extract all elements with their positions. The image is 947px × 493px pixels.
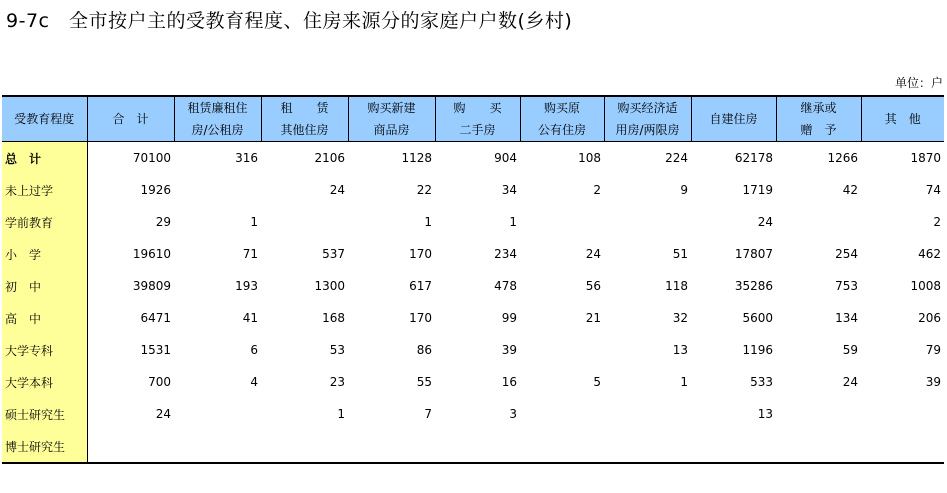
table-cell: 1 xyxy=(250,215,258,229)
table-cell: 170 xyxy=(409,311,432,325)
table-cell: 99 xyxy=(501,311,517,325)
table-cell: 1870 xyxy=(910,151,941,165)
column-header-line: 租 赁 xyxy=(280,101,329,115)
row-label: 高 中 xyxy=(2,302,87,334)
column-header-line: 商品房 xyxy=(373,123,410,137)
column-header-line: 公有住房 xyxy=(537,123,586,137)
table-row xyxy=(2,238,944,270)
column-header-line: 购买经济适 xyxy=(617,101,678,115)
table-cell xyxy=(520,206,604,238)
column-header-line: 租赁廉租住 xyxy=(187,101,248,115)
table-row xyxy=(2,206,944,238)
table-cell: 19610 xyxy=(132,247,171,261)
table-cell: 13 xyxy=(672,343,688,357)
table-cell: 22 xyxy=(416,183,432,197)
table-cell: 206 xyxy=(918,311,941,325)
table-cell: 2 xyxy=(933,215,941,229)
column-header-line: 房/公租房 xyxy=(191,123,244,137)
table-cell: 537 xyxy=(322,247,345,261)
table-cell xyxy=(776,398,861,430)
table-cell: 3 xyxy=(509,407,517,421)
column-header-line: 二手房 xyxy=(459,123,496,137)
table-row xyxy=(2,366,944,398)
table-cell: 71 xyxy=(242,247,258,261)
table-cell: 254 xyxy=(835,247,858,261)
table-cell: 168 xyxy=(322,311,345,325)
table-cell: 118 xyxy=(665,279,688,293)
table-row xyxy=(2,142,944,175)
table-cell: 108 xyxy=(578,151,601,165)
table-cell: 53 xyxy=(329,343,345,357)
column-header xyxy=(435,96,520,142)
table-cell: 700 xyxy=(148,375,171,389)
table-cell: 24 xyxy=(757,215,773,229)
row-label: 硕士研究生 xyxy=(2,398,87,430)
table-row xyxy=(2,174,944,206)
table-cell: 32 xyxy=(672,311,688,325)
table-cell: 24 xyxy=(585,247,601,261)
column-header-line: 受教育程度 xyxy=(14,112,75,126)
column-header-line: 用房/两限房 xyxy=(615,123,680,137)
table-cell: 55 xyxy=(416,375,432,389)
row-label: 总 计 xyxy=(2,142,87,175)
table-cell: 79 xyxy=(925,343,941,357)
table-cell xyxy=(776,206,861,238)
table-cell xyxy=(520,430,604,463)
table-cell: 17807 xyxy=(734,247,773,261)
table-cell: 2 xyxy=(593,183,601,197)
table-cell: 1300 xyxy=(314,279,345,293)
column-header xyxy=(174,96,261,142)
table-cell: 316 xyxy=(235,151,258,165)
column-header-line: 购 买 xyxy=(453,101,502,115)
table-cell xyxy=(174,174,261,206)
column-header xyxy=(261,96,348,142)
table-cell: 5600 xyxy=(742,311,773,325)
table-header-row xyxy=(2,96,944,142)
table-cell: 533 xyxy=(750,375,773,389)
table-cell: 86 xyxy=(416,343,432,357)
table-cell: 617 xyxy=(409,279,432,293)
table-cell: 5 xyxy=(593,375,601,389)
table-row xyxy=(2,270,944,302)
table-cell: 13 xyxy=(757,407,773,421)
table-cell xyxy=(174,398,261,430)
row-label: 初 中 xyxy=(2,270,87,302)
table-cell: 21 xyxy=(585,311,601,325)
column-header xyxy=(520,96,604,142)
table-cell: 39 xyxy=(501,343,517,357)
column-header-line: 继承或 xyxy=(800,101,837,115)
table-cell: 23 xyxy=(329,375,345,389)
table-cell xyxy=(520,398,604,430)
column-header-line: 其他住房 xyxy=(280,123,329,137)
table-cell: 24 xyxy=(842,375,858,389)
table-cell: 34 xyxy=(501,183,517,197)
table-cell: 234 xyxy=(494,247,517,261)
table-cell: 29 xyxy=(155,215,171,229)
table-cell xyxy=(435,430,520,463)
column-header-line: 购买新建 xyxy=(367,101,416,115)
table-cell xyxy=(87,430,174,463)
table-cell: 1 xyxy=(680,375,688,389)
column-header xyxy=(87,96,174,142)
table-cell: 1719 xyxy=(742,183,773,197)
table-cell xyxy=(604,430,691,463)
table-row xyxy=(2,302,944,334)
table-cell: 4 xyxy=(250,375,258,389)
column-header xyxy=(861,96,944,142)
table-cell xyxy=(776,430,861,463)
column-header xyxy=(348,96,435,142)
table-cell: 39809 xyxy=(132,279,171,293)
column-header-line: 合 计 xyxy=(112,112,149,126)
table-cell: 1 xyxy=(509,215,517,229)
table-cell: 56 xyxy=(585,279,601,293)
column-header xyxy=(691,96,776,142)
table-cell: 24 xyxy=(155,407,171,421)
table-cell: 462 xyxy=(918,247,941,261)
row-label: 博士研究生 xyxy=(2,430,87,463)
table-cell: 74 xyxy=(925,183,941,197)
table-cell xyxy=(348,430,435,463)
unit-label: 单位：户 xyxy=(894,76,943,90)
table-row xyxy=(2,398,944,430)
column-header-line: 购买原 xyxy=(543,101,580,115)
table-cell: 42 xyxy=(842,183,858,197)
table-cell: 2106 xyxy=(314,151,345,165)
table-cell xyxy=(520,334,604,366)
table-cell: 51 xyxy=(672,247,688,261)
table-cell: 16 xyxy=(501,375,517,389)
table-cell: 1128 xyxy=(401,151,432,165)
table-cell: 1 xyxy=(337,407,345,421)
table-cell: 170 xyxy=(409,247,432,261)
table-cell: 224 xyxy=(665,151,688,165)
column-header-line: 其 他 xyxy=(884,112,921,126)
table-cell: 62178 xyxy=(734,151,773,165)
table-cell: 478 xyxy=(494,279,517,293)
table-cell: 6471 xyxy=(140,311,171,325)
column-header xyxy=(604,96,691,142)
row-label: 小 学 xyxy=(2,238,87,270)
table-cell xyxy=(604,206,691,238)
table-cell: 39 xyxy=(925,375,941,389)
table-cell: 1531 xyxy=(140,343,171,357)
table-cell: 1266 xyxy=(827,151,858,165)
table-cell xyxy=(261,206,348,238)
column-header xyxy=(776,96,861,142)
table-cell: 904 xyxy=(494,151,517,165)
table-body xyxy=(2,142,944,464)
table-cell: 70100 xyxy=(132,151,171,165)
row-label: 大学专科 xyxy=(2,334,87,366)
row-label: 未上过学 xyxy=(2,174,87,206)
table-cell xyxy=(861,430,944,463)
column-header xyxy=(2,96,87,142)
table-cell: 59 xyxy=(842,343,858,357)
table-cell: 35286 xyxy=(734,279,773,293)
table-cell xyxy=(691,430,776,463)
table-cell xyxy=(174,430,261,463)
page-title: 9-7c 全市按户主的受教育程度、住房来源分的家庭户户数(乡村) xyxy=(6,10,573,32)
column-header-line: 自建住房 xyxy=(709,112,758,126)
table-cell xyxy=(261,430,348,463)
table-cell: 6 xyxy=(250,343,258,357)
table-cell: 9 xyxy=(680,183,688,197)
row-label: 大学本科 xyxy=(2,366,87,398)
table-cell xyxy=(604,398,691,430)
table-cell: 41 xyxy=(242,311,258,325)
table-cell: 1926 xyxy=(140,183,171,197)
column-header-line: 赠 予 xyxy=(800,123,837,137)
table-cell xyxy=(861,398,944,430)
table-cell: 7 xyxy=(424,407,432,421)
table-cell: 753 xyxy=(835,279,858,293)
data-table xyxy=(2,95,944,464)
table-cell: 193 xyxy=(235,279,258,293)
table-row xyxy=(2,430,944,463)
table-cell: 134 xyxy=(835,311,858,325)
table-cell: 1196 xyxy=(742,343,773,357)
table-row xyxy=(2,334,944,366)
table-cell: 1008 xyxy=(910,279,941,293)
table-cell: 24 xyxy=(329,183,345,197)
table-cell: 1 xyxy=(424,215,432,229)
row-label: 学前教育 xyxy=(2,206,87,238)
